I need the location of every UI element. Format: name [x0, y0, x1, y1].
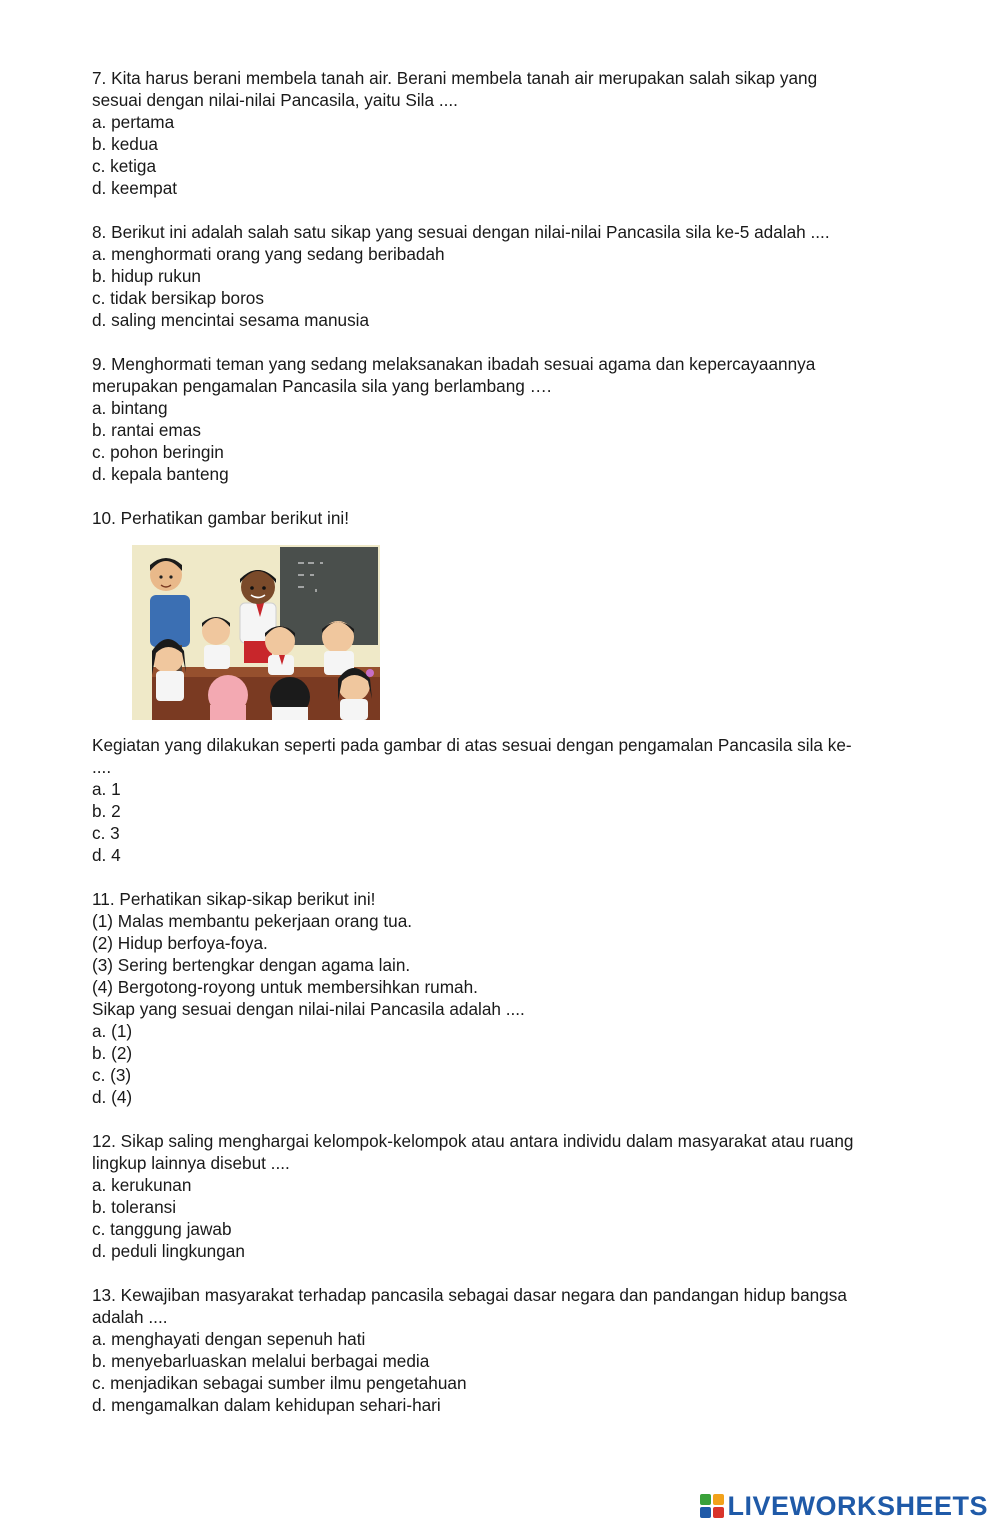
seated-student-figure [208, 675, 248, 720]
question-13 [92, 1284, 912, 1416]
option-c[interactable]: c. 3 [92, 823, 120, 843]
question-text: 9. Menghormati teman yang sedang melaksanakan ibadah sesuai agama dan kepercayaannya [92, 354, 816, 374]
option-c[interactable]: c. tidak bersikap boros [92, 288, 264, 308]
question-text: adalah .... [92, 1307, 168, 1327]
question-12 [92, 1130, 912, 1262]
option-a[interactable]: a. menghayati dengan sepenuh hati [92, 1329, 366, 1349]
option-b[interactable]: b. menyebarluaskan melalui berbagai media [92, 1351, 430, 1371]
option-d[interactable]: d. saling mencintai sesama manusia [92, 310, 370, 330]
seated-student-figure [265, 626, 295, 675]
option-c[interactable]: c. (3) [92, 1065, 132, 1085]
option-b[interactable]: b. hidup rukun [92, 266, 201, 286]
option-d[interactable]: d. 4 [92, 845, 121, 865]
option-b[interactable]: b. 2 [92, 801, 121, 821]
option-b[interactable]: b. toleransi [92, 1197, 177, 1217]
option-c[interactable]: c. menjadikan sebagai sumber ilmu pengetahuan [92, 1373, 467, 1393]
statement-item: (1) Malas membantu pekerjaan orang tua. [92, 911, 413, 931]
option-c[interactable]: c. pohon beringin [92, 442, 224, 462]
question-text: 12. Sikap saling menghargai kelompok-kelompok atau antara individu dalam masyarakat atau ruang [92, 1131, 854, 1151]
question-text: 13. Kewajiban masyarakat terhadap pancasila sebagai dasar negara dan pandangan hidup bangsa [92, 1285, 847, 1305]
seated-student-figure [322, 621, 354, 675]
question-text: sesuai dengan nilai-nilai Pancasila, yaitu Sila .... [92, 90, 458, 110]
option-a[interactable]: a. (1) [92, 1021, 133, 1041]
option-a[interactable]: a. pertama [92, 112, 175, 132]
option-d[interactable]: d. peduli lingkungan [92, 1241, 245, 1261]
option-d[interactable]: d. keempat [92, 178, 178, 198]
question-10 [92, 507, 912, 866]
question-11 [92, 888, 912, 1108]
question-text: Kegiatan yang dilakukan seperti pada gambar di atas sesuai dengan pengamalan Pancasila sila ke- [92, 735, 852, 755]
option-c[interactable]: c. tanggung jawab [92, 1219, 232, 1239]
option-b[interactable]: b. (2) [92, 1043, 133, 1063]
question-text: 7. Kita harus berani membela tanah air. Berani membela tanah air merupakan salah sikap yang [92, 68, 818, 88]
question-9 [92, 353, 912, 485]
question-text: 10. Perhatikan gambar berikut ini! [92, 508, 349, 528]
option-d[interactable]: d. kepala banteng [92, 464, 229, 484]
question-7 [92, 67, 912, 199]
question-text: merupakan pengamalan Pancasila sila yang berlambang …. [92, 376, 552, 396]
option-d[interactable]: d. mengamalkan dalam kehidupan sehari-hari [92, 1395, 441, 1415]
seated-student-figure [270, 677, 310, 720]
question-text: .... [92, 757, 112, 777]
question-8 [92, 221, 912, 331]
brand-name: LIVEWORKSHEETS [727, 1490, 988, 1521]
option-a[interactable]: a. bintang [92, 398, 168, 418]
option-a[interactable]: a. menghormati orang yang sedang beribadah [92, 244, 445, 264]
worksheet-page [92, 67, 912, 1438]
option-b[interactable]: b. kedua [92, 134, 158, 154]
classroom-discussion-illustration [132, 545, 380, 720]
question-text: 11. Perhatikan sikap-sikap berikut ini! [92, 889, 376, 909]
option-a[interactable]: a. kerukunan [92, 1175, 192, 1195]
statement-item: (2) Hidup berfoya-foya. [92, 933, 268, 953]
statement-item: (3) Sering bertengkar dengan agama lain. [92, 955, 411, 975]
liveworksheets-grid-icon [699, 1493, 725, 1519]
question-text: lingkup lainnya disebut .... [92, 1153, 290, 1173]
question-text: 8. Berikut ini adalah salah satu sikap yang sesuai dengan nilai-nilai Pancasila sila ke-5 adalah .... [92, 222, 830, 242]
statement-item: (4) Bergotong-royong untuk membersihkan rumah. [92, 977, 478, 997]
option-d[interactable]: d. (4) [92, 1087, 133, 1107]
liveworksheets-logo[interactable] [699, 1489, 988, 1523]
option-a[interactable]: a. 1 [92, 779, 121, 799]
question-text: Sikap yang sesuai dengan nilai-nilai Pancasila adalah .... [92, 999, 525, 1019]
option-b[interactable]: b. rantai emas [92, 420, 201, 440]
option-c[interactable]: c. ketiga [92, 156, 157, 176]
